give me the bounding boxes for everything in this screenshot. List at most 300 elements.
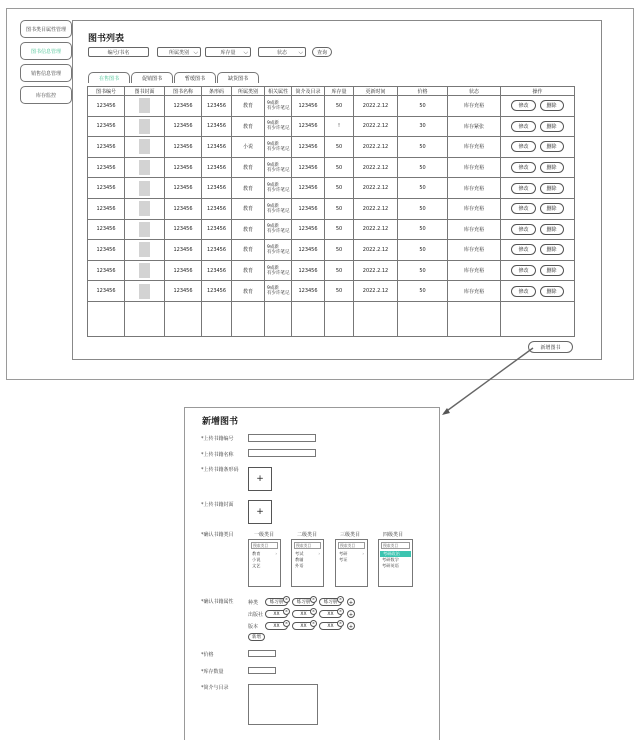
cell-id: 123456 xyxy=(88,137,125,158)
attribute-line: 有少许笔记 xyxy=(267,229,290,235)
edit-button[interactable]: 修改 xyxy=(511,203,535,214)
cover-thumbnail xyxy=(139,160,150,175)
book-number-input[interactable] xyxy=(248,434,316,442)
attribute-line: 9成新 xyxy=(267,100,279,106)
table-row xyxy=(88,219,575,240)
cell-id: 123456 xyxy=(88,116,125,137)
cell-name: 123456 xyxy=(165,281,202,302)
attributes-cell xyxy=(265,198,292,219)
cell-name: 123456 xyxy=(165,240,202,261)
cell-status: 库存充裕 xyxy=(448,198,501,219)
cell-updated: 2022.2.12 xyxy=(354,219,398,240)
cell-status: 库存充裕 xyxy=(448,96,501,117)
cell-status: 库存充裕 xyxy=(448,157,501,178)
category-option[interactable]: 小说 xyxy=(252,557,261,562)
cover-cell xyxy=(125,240,165,261)
attribute-line: 9成新 xyxy=(267,286,279,292)
attributes-cell xyxy=(265,260,292,281)
cell-price: 50 xyxy=(398,198,448,219)
cell-intro: 123456 xyxy=(292,219,325,240)
cell-price: 50 xyxy=(398,137,448,158)
add-chip-icon[interactable]: + xyxy=(348,600,354,606)
attribute-chip-label: XX xyxy=(327,611,334,617)
attribute-chip[interactable] xyxy=(292,610,315,618)
table-row xyxy=(88,137,575,158)
cell-barcode: 123456 xyxy=(202,281,232,302)
edit-button[interactable]: 修改 xyxy=(511,121,535,132)
category-select-label: 所属类别 xyxy=(168,49,189,56)
chevron-down-icon: ⌵ xyxy=(298,49,303,56)
column-header: 所属类别 xyxy=(232,87,265,96)
column-header: 状态 xyxy=(448,87,501,96)
attribute-line: 有少许笔记 xyxy=(267,249,290,255)
sidebar-item-category-attributes[interactable]: 图书类目属性管理 xyxy=(20,20,72,38)
cell-category: 教育 xyxy=(232,240,265,261)
remove-icon[interactable]: × xyxy=(310,596,317,603)
column-header: 库存量 xyxy=(325,87,354,96)
stock-quantity-input[interactable] xyxy=(248,667,276,674)
cell-category: 教育 xyxy=(232,281,265,302)
tab-out-of-stock[interactable]: 缺货图书 xyxy=(217,72,259,83)
category-option[interactable]: 考证 xyxy=(339,557,348,562)
attributes-cell xyxy=(265,116,292,137)
cell-id: 123456 xyxy=(88,198,125,219)
remove-icon[interactable]: × xyxy=(310,620,317,627)
add-book-button[interactable]: 新增图书 xyxy=(528,341,573,353)
cell-status: 库存紧张 xyxy=(448,116,501,137)
cell-barcode: 123456 xyxy=(202,260,232,281)
cover-thumbnail xyxy=(139,119,150,134)
attribute-line: 有少许笔记 xyxy=(267,270,290,276)
cell-stock: 50 xyxy=(325,281,354,302)
actions-cell xyxy=(501,96,575,117)
cell-intro: 123456 xyxy=(292,116,325,137)
column-header: 更新时间 xyxy=(354,87,398,96)
category-option-label: 考试 xyxy=(295,551,304,556)
category-level-4-header: 四级类目 xyxy=(383,532,404,538)
chevron-right-icon: › xyxy=(362,551,364,556)
chevron-right-icon: › xyxy=(318,551,320,556)
cell-category: 教育 xyxy=(232,260,265,281)
cell-updated: 2022.2.12 xyxy=(354,178,398,199)
cell-price: 50 xyxy=(398,281,448,302)
column-header: 图书封面 xyxy=(125,87,165,96)
attributes-cell xyxy=(265,281,292,302)
edit-button[interactable]: 修改 xyxy=(511,265,535,276)
cover-thumbnail xyxy=(139,201,150,216)
attribute-line: 有少许笔记 xyxy=(267,146,290,152)
cell-stock: 50 xyxy=(325,157,354,178)
book-name-input[interactable] xyxy=(248,449,316,457)
sidebar-item-sales-info[interactable]: 销售信息管理 xyxy=(20,64,72,82)
attribute-line: 有少许笔记 xyxy=(267,291,290,297)
delete-button[interactable]: 删除 xyxy=(540,244,564,255)
delete-button[interactable]: 删除 xyxy=(540,162,564,173)
remove-icon[interactable]: × xyxy=(283,608,290,615)
cell-id: 123456 xyxy=(88,157,125,178)
cover-thumbnail xyxy=(139,139,150,154)
attribute-line: 9成新 xyxy=(267,162,279,168)
category-option[interactable]: 文艺 xyxy=(252,563,261,568)
cover-cell xyxy=(125,281,165,302)
delete-button[interactable]: 删除 xyxy=(540,265,564,276)
category-option[interactable] xyxy=(336,551,367,557)
cell-intro: 123456 xyxy=(292,96,325,117)
stock-select[interactable] xyxy=(205,47,251,57)
cell-status: 库存充裕 xyxy=(448,178,501,199)
plus-icon: + xyxy=(256,474,264,484)
cell-price: 50 xyxy=(398,96,448,117)
cell-id: 123456 xyxy=(88,240,125,261)
remove-icon[interactable]: × xyxy=(337,596,344,603)
cell-stock: 50 xyxy=(325,198,354,219)
cell-price: 50 xyxy=(398,178,448,199)
cell-id: 123456 xyxy=(88,281,125,302)
attribute-line: 9成新 xyxy=(267,183,279,189)
attribute-chip[interactable] xyxy=(292,622,315,630)
category-level-4-list xyxy=(378,539,413,587)
table-row xyxy=(88,260,575,281)
category-option-label: 教育 xyxy=(252,551,261,556)
attribute-chip[interactable] xyxy=(265,598,288,606)
category-option-selected[interactable]: 考研政治 xyxy=(380,551,411,557)
category-option[interactable]: 外语 xyxy=(295,563,304,568)
empty-cell xyxy=(88,301,125,336)
cell-id: 123456 xyxy=(88,260,125,281)
cover-cell xyxy=(125,157,165,178)
category-level-2-header: 二级类目 xyxy=(297,532,318,538)
cell-category: 教育 xyxy=(232,157,265,178)
delete-button[interactable]: 删除 xyxy=(540,286,564,297)
add-attribute-button[interactable]: 新增 xyxy=(248,633,265,641)
edit-button[interactable]: 修改 xyxy=(511,100,535,111)
cover-cell xyxy=(125,116,165,137)
book-table xyxy=(87,86,575,337)
attribute-line: 有少许笔记 xyxy=(267,208,290,214)
query-button[interactable]: 查询 xyxy=(312,47,332,57)
cell-updated: 2022.2.12 xyxy=(354,157,398,178)
cell-intro: 123456 xyxy=(292,157,325,178)
column-header: 条形码 xyxy=(202,87,232,96)
attribute-chip-label: 练习册 xyxy=(296,600,311,605)
cell-updated: 2022.2.12 xyxy=(354,198,398,219)
attribute-line: 9成新 xyxy=(267,203,279,209)
remove-icon[interactable]: × xyxy=(310,608,317,615)
cell-name: 123456 xyxy=(165,137,202,158)
attribute-chip[interactable] xyxy=(265,610,288,618)
cell-category: 教育 xyxy=(232,116,265,137)
attribute-line: 9成新 xyxy=(267,224,279,230)
cell-stock: 50 xyxy=(325,96,354,117)
cell-stock: 50 xyxy=(325,137,354,158)
cell-stock: 50 xyxy=(325,219,354,240)
empty-cell xyxy=(165,301,202,336)
delete-button[interactable]: 删除 xyxy=(540,183,564,194)
column-header: 图书编号 xyxy=(88,87,125,96)
delete-button[interactable]: 删除 xyxy=(540,100,564,111)
cell-stock: 50 xyxy=(325,260,354,281)
cell-updated: 2022.2.12 xyxy=(354,260,398,281)
cell-barcode: 123456 xyxy=(202,137,232,158)
attribute-row-label: 版本 xyxy=(248,624,259,630)
cell-category: 教育 xyxy=(232,178,265,199)
actions-cell xyxy=(501,240,575,261)
actions-cell xyxy=(501,219,575,240)
empty-cell xyxy=(292,301,325,336)
attributes-cell xyxy=(265,157,292,178)
cell-name: 123456 xyxy=(165,198,202,219)
empty-cell xyxy=(501,301,575,336)
cell-stock: 50 xyxy=(325,240,354,261)
tab-paused[interactable]: 暂缓图书 xyxy=(174,72,216,83)
column-header: 图书名称 xyxy=(165,87,202,96)
category-option[interactable]: 教辅 xyxy=(295,557,304,562)
cell-price: 50 xyxy=(398,219,448,240)
attribute-chip-label: 练习册 xyxy=(323,600,338,605)
cell-price: 50 xyxy=(398,157,448,178)
attribute-row-label: 种类 xyxy=(248,600,259,606)
category-option[interactable]: 考研英语 xyxy=(382,563,399,568)
delete-button[interactable]: 删除 xyxy=(540,203,564,214)
chevron-right-icon: › xyxy=(275,551,277,556)
cell-category: 教育 xyxy=(232,198,265,219)
attribute-chip-label: XX xyxy=(273,623,280,629)
column-header: 简介及目录 xyxy=(292,87,325,96)
sidebar-item-stock-monitor[interactable]: 库存监控 xyxy=(20,86,72,104)
delete-button[interactable]: 删除 xyxy=(540,121,564,132)
attribute-chip-label: XX xyxy=(300,611,307,617)
cell-price: 50 xyxy=(398,240,448,261)
table-header-row xyxy=(88,87,575,96)
cell-stock: ! xyxy=(325,116,354,137)
category-option-label: 考研 xyxy=(339,551,348,556)
tab-on-sale[interactable]: 在售图书 xyxy=(88,72,130,83)
label-stock: *库存数量 xyxy=(201,669,224,675)
attribute-chip-label: XX xyxy=(300,623,307,629)
label-book-name: *上传书籍名称 xyxy=(201,452,234,458)
cell-updated: 2022.2.12 xyxy=(354,137,398,158)
cover-cell xyxy=(125,178,165,199)
empty-cell xyxy=(125,301,165,336)
attribute-line: 9成新 xyxy=(267,244,279,250)
intro-textarea[interactable] xyxy=(248,684,318,725)
cell-price: 30 xyxy=(398,116,448,137)
cell-price: 50 xyxy=(398,260,448,281)
cell-updated: 2022.2.12 xyxy=(354,96,398,117)
stock-select-label: 库存量 xyxy=(220,49,236,56)
cell-intro: 123456 xyxy=(292,178,325,199)
cell-intro: 123456 xyxy=(292,198,325,219)
label-price: *价格 xyxy=(201,652,214,658)
flow-arrow xyxy=(440,346,540,418)
cell-id: 123456 xyxy=(88,219,125,240)
cell-category: 小说 xyxy=(232,137,265,158)
category-level-2-list xyxy=(291,539,324,587)
category-level-3-header: 三级类目 xyxy=(340,532,361,538)
sidebar-item-book-info[interactable]: 图书信息管理 xyxy=(20,42,72,60)
cell-barcode: 123456 xyxy=(202,198,232,219)
category-search-input[interactable]: 搜索类目 xyxy=(338,542,365,549)
actions-cell xyxy=(501,281,575,302)
attribute-line: 有少许笔记 xyxy=(267,188,290,194)
attribute-chip-label: XX xyxy=(327,623,334,629)
cell-intro: 123456 xyxy=(292,240,325,261)
category-select[interactable] xyxy=(157,47,201,57)
label-cover: *上传书籍封面 xyxy=(201,502,234,508)
edit-button[interactable]: 修改 xyxy=(511,141,535,152)
cover-upload[interactable] xyxy=(248,500,272,524)
table-row xyxy=(88,178,575,199)
cell-category: 教育 xyxy=(232,96,265,117)
attribute-line: 有少许笔记 xyxy=(267,105,290,111)
delete-button[interactable]: 删除 xyxy=(540,224,564,235)
cell-status: 库存充裕 xyxy=(448,219,501,240)
remove-icon[interactable]: × xyxy=(337,608,344,615)
attribute-line: 有少许笔记 xyxy=(267,167,290,173)
attribute-line: 9成新 xyxy=(267,121,279,127)
add-chip-icon[interactable]: + xyxy=(348,624,354,630)
cell-name: 123456 xyxy=(165,219,202,240)
cover-cell xyxy=(125,198,165,219)
attribute-chip[interactable] xyxy=(319,622,342,630)
tab-promotion[interactable]: 促销图书 xyxy=(131,72,173,83)
edit-button[interactable]: 修改 xyxy=(511,224,535,235)
table-row xyxy=(88,157,575,178)
page-title: 图书列表 xyxy=(88,34,125,44)
attribute-line: 有少许笔记 xyxy=(267,126,290,132)
form-title: 新增图书 xyxy=(202,417,239,427)
cell-status: 库存充裕 xyxy=(448,260,501,281)
category-level-1-list xyxy=(248,539,281,587)
column-header: 价格 xyxy=(398,87,448,96)
category-search-input[interactable]: 搜索类目 xyxy=(294,542,321,549)
label-barcode: *上传书籍条形码 xyxy=(201,467,239,473)
cell-name: 123456 xyxy=(165,157,202,178)
table-row xyxy=(88,96,575,117)
remove-icon[interactable]: × xyxy=(283,596,290,603)
category-level-3-list xyxy=(335,539,368,587)
actions-cell xyxy=(501,198,575,219)
cover-thumbnail xyxy=(139,222,150,237)
table-row xyxy=(88,240,575,261)
cell-barcode: 123456 xyxy=(202,178,232,199)
cell-status: 库存充裕 xyxy=(448,281,501,302)
search-input[interactable]: 编号/书名 xyxy=(88,47,149,57)
label-intro: *简介与目录 xyxy=(201,685,229,691)
cover-thumbnail xyxy=(139,98,150,113)
cell-status: 库存充裕 xyxy=(448,137,501,158)
attribute-chip-label: XX xyxy=(273,611,280,617)
edit-button[interactable]: 修改 xyxy=(511,162,535,173)
add-chip-icon[interactable]: + xyxy=(348,612,354,618)
category-option[interactable]: 考研数学 xyxy=(382,557,399,562)
table-row xyxy=(88,198,575,219)
column-header: 相关属性 xyxy=(265,87,292,96)
attribute-chip[interactable] xyxy=(265,622,288,630)
cover-thumbnail xyxy=(139,242,150,257)
empty-cell xyxy=(354,301,398,336)
attribute-row-label: 出版社 xyxy=(248,612,264,618)
remove-icon[interactable]: × xyxy=(337,620,344,627)
cell-updated: 2022.2.12 xyxy=(354,240,398,261)
cell-category: 教育 xyxy=(232,219,265,240)
cover-thumbnail xyxy=(139,284,150,299)
cell-id: 123456 xyxy=(88,96,125,117)
cover-cell xyxy=(125,96,165,117)
table-row xyxy=(88,116,575,137)
edit-button[interactable]: 修改 xyxy=(511,286,535,297)
cell-barcode: 123456 xyxy=(202,240,232,261)
cell-intro: 123456 xyxy=(292,260,325,281)
cell-barcode: 123456 xyxy=(202,219,232,240)
empty-row xyxy=(88,301,575,336)
category-level-1-header: 一级类目 xyxy=(254,532,275,538)
category-search-input[interactable]: 搜索类目 xyxy=(251,542,278,549)
cover-cell xyxy=(125,260,165,281)
cover-thumbnail xyxy=(139,181,150,196)
cell-name: 123456 xyxy=(165,116,202,137)
label-attributes: *确认书籍属性 xyxy=(201,599,234,605)
edit-button[interactable]: 修改 xyxy=(511,244,535,255)
cover-cell xyxy=(125,137,165,158)
cell-stock: 50 xyxy=(325,178,354,199)
empty-cell xyxy=(265,301,292,336)
attribute-line: 9成新 xyxy=(267,265,279,271)
empty-cell xyxy=(448,301,501,336)
attributes-cell xyxy=(265,178,292,199)
edit-button[interactable]: 修改 xyxy=(511,183,535,194)
cell-name: 123456 xyxy=(165,260,202,281)
cover-thumbnail xyxy=(139,263,150,278)
empty-cell xyxy=(398,301,448,336)
cell-status: 库存充裕 xyxy=(448,240,501,261)
empty-cell xyxy=(232,301,265,336)
category-search-input[interactable]: 搜索类目 xyxy=(381,542,410,549)
empty-cell xyxy=(202,301,232,336)
cell-name: 123456 xyxy=(165,178,202,199)
actions-cell xyxy=(501,116,575,137)
cell-barcode: 123456 xyxy=(202,157,232,178)
cover-cell xyxy=(125,219,165,240)
attribute-chip[interactable] xyxy=(319,610,342,618)
price-input[interactable] xyxy=(248,650,276,657)
attributes-cell xyxy=(265,137,292,158)
cell-name: 123456 xyxy=(165,96,202,117)
chevron-down-icon: ⌵ xyxy=(243,49,248,56)
actions-cell xyxy=(501,178,575,199)
cell-id: 123456 xyxy=(88,178,125,199)
cell-intro: 123456 xyxy=(292,281,325,302)
actions-cell xyxy=(501,157,575,178)
attribute-chip-label: 练习册 xyxy=(269,600,284,605)
attribute-chip[interactable] xyxy=(319,598,342,606)
cell-intro: 123456 xyxy=(292,137,325,158)
actions-cell xyxy=(501,137,575,158)
cell-updated: 2022.2.12 xyxy=(354,116,398,137)
cell-updated: 2022.2.12 xyxy=(354,281,398,302)
attributes-cell xyxy=(265,96,292,117)
attribute-chip[interactable] xyxy=(292,598,315,606)
cell-barcode: 123456 xyxy=(202,116,232,137)
delete-button[interactable]: 删除 xyxy=(540,141,564,152)
remove-icon[interactable]: × xyxy=(283,620,290,627)
category-option[interactable] xyxy=(249,551,280,557)
category-option[interactable] xyxy=(292,551,323,557)
label-book-number: *上传书籍编号 xyxy=(201,436,234,442)
status-select[interactable] xyxy=(258,47,306,57)
column-header: 操作 xyxy=(501,87,575,96)
barcode-upload[interactable] xyxy=(248,467,272,491)
